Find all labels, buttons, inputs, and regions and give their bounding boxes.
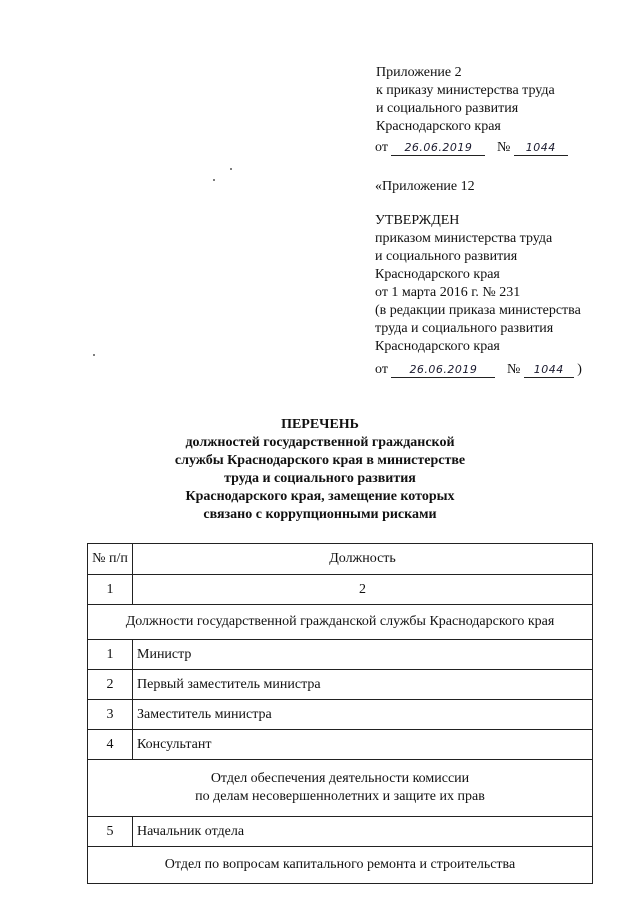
row-position-cell: Первый заместитель министра <box>133 670 593 700</box>
title-line-3: службы Краснодарского края в министерстве <box>174 453 466 468</box>
approved-line-4: Краснодарского края <box>375 267 500 282</box>
approved-closing-paren: ) <box>577 362 582 377</box>
section-line-1: Отдел обеспечения деятельности комиссии <box>210 771 470 786</box>
approved-line-1: УТВЕРЖДЕН <box>375 213 460 228</box>
table-header-row <box>88 544 593 575</box>
appendix-line-3: и социального развития <box>376 101 519 116</box>
appendix-from-label: от <box>375 140 388 155</box>
approved-number-label: № <box>506 362 521 377</box>
table-row <box>88 670 593 700</box>
approved-date-handwritten: 26.06.2019 <box>391 363 495 378</box>
row-num-cell: 3 <box>88 700 133 730</box>
row-num-cell: 1 <box>88 640 133 670</box>
appendix-number-label: № <box>496 140 511 155</box>
approved-line-7: труда и социального развития <box>375 321 554 336</box>
numbering-position-cell: 2 <box>133 575 593 605</box>
appendix-line-1: Приложение 2 <box>376 65 462 80</box>
approved-number-handwritten: 1044 <box>524 363 574 378</box>
scan-speck <box>93 354 95 356</box>
approved-line-6: (в редакции приказа министерства <box>375 303 581 318</box>
appendix-12-label: «Приложение 12 <box>375 179 475 194</box>
table-row <box>88 640 593 670</box>
approved-line-5: от 1 марта 2016 г. № 231 <box>375 285 521 300</box>
scan-speck <box>230 168 232 170</box>
row-position-cell: Начальник отдела <box>133 817 593 847</box>
title-line-4: труда и социального развития <box>224 471 416 486</box>
approved-date-number-row <box>375 362 582 378</box>
section-cell: Отдел по вопросам капитального ремонта и строительства <box>88 847 593 884</box>
appendix-line-4: Краснодарского края <box>376 119 501 134</box>
header-num-cell: № п/п <box>88 544 133 575</box>
section-cell <box>88 760 593 817</box>
title-line-6: связано с коррупционными рисками <box>203 507 437 522</box>
title-line-2: должностей государственной гражданской <box>185 435 455 450</box>
header-position-cell: Должность <box>133 544 593 575</box>
table-numbering-row <box>88 575 593 605</box>
numbering-num-cell: 1 <box>88 575 133 605</box>
row-num-cell: 5 <box>88 817 133 847</box>
approved-from-label: от <box>375 362 388 377</box>
section-cell: Должности государственной гражданской службы Краснодарского края <box>88 605 593 640</box>
appendix-line-2: к приказу министерства труда <box>376 83 555 98</box>
appendix-date-number-row <box>375 140 568 156</box>
appendix-date-handwritten: 26.06.2019 <box>391 141 485 156</box>
row-num-cell: 2 <box>88 670 133 700</box>
row-position-cell: Консультант <box>133 730 593 760</box>
table-row <box>88 730 593 760</box>
scan-speck <box>213 179 215 181</box>
document-title <box>150 416 490 524</box>
approved-line-8: Краснодарского края <box>375 339 500 354</box>
appendix-block <box>376 64 555 136</box>
positions-table <box>87 543 593 884</box>
row-position-cell: Заместитель министра <box>133 700 593 730</box>
appendix-number-handwritten: 1044 <box>514 141 568 156</box>
table-section-row <box>88 847 593 884</box>
approved-line-2: приказом министерства труда <box>375 231 553 246</box>
table-row <box>88 817 593 847</box>
table-row <box>88 700 593 730</box>
row-num-cell: 4 <box>88 730 133 760</box>
title-line-1: ПЕРЕЧЕНЬ <box>281 417 359 432</box>
row-position-cell: Министр <box>133 640 593 670</box>
table-section-row <box>88 760 593 817</box>
approved-line-3: и социального развития <box>375 249 518 264</box>
approved-block <box>375 212 581 356</box>
section-line-2: по делам несовершеннолетних и защите их прав <box>195 789 485 804</box>
table-section-row <box>88 605 593 640</box>
title-line-5: Краснодарского края, замещение которых <box>185 489 455 504</box>
